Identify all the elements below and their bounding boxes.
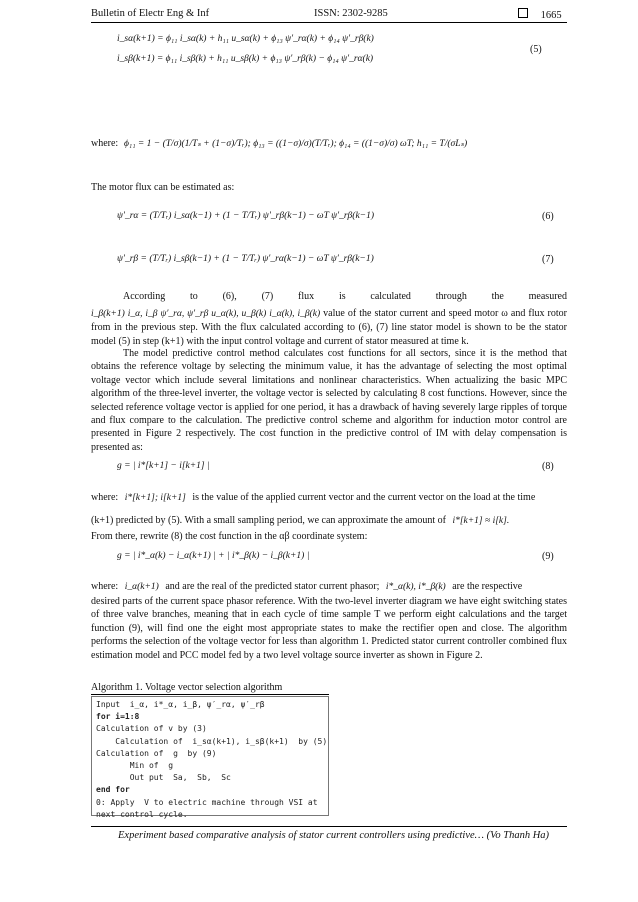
where-label: where: — [91, 138, 119, 149]
algorithm-title-rule — [91, 694, 329, 695]
algorithm-line: Input i_α, i*_α, i_β, ψ′_rα, ψ′_rβ — [96, 700, 265, 709]
footer-text: Experiment based comparative analysis of stator current controllers using predictive… (Vo Thanh Ha) — [118, 830, 550, 841]
algorithm-line: Calculation of g by (9) — [96, 748, 217, 758]
equation-9: g = | i*_α(k) − i_α(k+1) | + | i*_β(k) − i_β(k+1) | — [117, 551, 310, 561]
equation-6-number: (6) — [542, 211, 554, 222]
equation-7: ψ′_rβ = (T/Tᵣ) i_sβ(k−1) + (1 − T/Tᵣ) ψ′_rα(k−1) − ωT ψ′_rβ(k−1) — [117, 254, 374, 264]
para2: The model predictive control method calculates cost functions for all sectors, since it is the method that obtains the reference voltage by selecting the minimum value, it has the advantage of selecting the most optimal voltage vector which include several limitations and nonlinear characteristics. When actualizing the basic MPC algorithm of the three-level inverter, the voltage vector is selected by calculating 8 cost functions. However, since the selected reference voltage vector is applied for one period, it has a drawback of having severely large ripples of torque and flux compare to the calculation. The predictive control scheme and algorithm for induction motor control are presented in Figure 2 respectively. The cost function in the predictive control of IM with delay compensation is presented as: — [91, 348, 567, 453]
where2-approx: i*[k+1] ≈ i[k]. — [452, 516, 510, 526]
flux-intro: The motor flux can be estimated as: — [91, 182, 235, 193]
square-icon — [518, 8, 528, 18]
page-number: 1665 — [540, 10, 562, 21]
where2-line3: From there, rewrite (8) the cost function in the αβ coordinate system: — [91, 531, 368, 542]
where-parameters: ϕ₁₁ = 1 − (T/σ)(1/Tₛ + (1−σ)/Tᵣ); ϕ₁₃ = ((1−σ)/σ)(T/Tᵣ); ϕ₁₄ = ((1−σ)/σ) ωT; h₁₁ = T/(σLₛ) — [124, 139, 468, 149]
equation-6: ψ′_rα = (T/Tᵣ) i_sα(k−1) + (1 − T/Tᵣ) ψ′_rβ(k−1) − ωT ψ′_rβ(k−1) — [117, 211, 374, 221]
algorithm-line: next control cycle. — [96, 809, 188, 819]
where2-line1: where: i*[k+1]; i[k+1] is the value of the applied current vector and the current vector on the load at the time — [91, 492, 536, 503]
para3: desired parts of the current space phasor reference. With the two-level inverter diagram we have eight switching states of three valve branches, meaning that in each cycle of time sample T we perform eight calculations and the target function (9), will find one the eight most appropriate states to make the rectifier open and close. The algorithm performs the selection of the voltage vector for less than algorithm 1. Predicted stator current controller combined flux estimation model and PCC model fed by a two level voltage source inverter as shown in Figure 2. — [91, 596, 567, 661]
where2-vars: i*[k+1]; i[k+1] — [124, 493, 186, 503]
footer-rule — [91, 826, 567, 827]
para1-first-line: According to (6), (7) flux is calculated through the measured — [123, 291, 567, 302]
equation-8: g = | i*[k+1] − i[k+1] | — [117, 461, 210, 471]
algorithm-line: Calculation of i_sα(k+1), i_sβ(k+1) by (5) — [96, 736, 328, 746]
where2-line2: (k+1) predicted by (5). With a small sampling period, we can approximate the amount of i*[k+1] ≈ i[k]. — [91, 515, 510, 526]
equation-8-number: (8) — [542, 461, 554, 472]
algorithm-line: Calculation of v by (3) — [96, 724, 207, 734]
para1-body — [91, 307, 567, 348]
algorithm-line: Out put Sa, Sb, Sc — [96, 773, 231, 783]
header-rule — [91, 22, 567, 23]
equation-5-line1: i_sα(k+1) = ϕ₁₁ i_sα(k) + h₁₁ u_sα(k) + ϕ₁₃ ψ′_rα(k) + ϕ₁₄ ψ′_rβ(k) — [117, 34, 374, 44]
algorithm-line: for i=1:8 — [96, 712, 140, 722]
algorithm-box — [91, 696, 329, 819]
issn: ISSN: 2302-9285 — [314, 8, 388, 19]
equation-7-number: (7) — [542, 254, 554, 265]
algorithm-line: end for — [96, 785, 130, 795]
algorithm-line: Min of g — [96, 761, 174, 771]
page-number-wrap — [518, 8, 562, 21]
para1-variables: i_β(k+1) i_α, i_β ψ′_rα, ψ′_rβ u_α(k), u_β(k) i_α(k), i_β(k) — [91, 309, 321, 319]
journal-name: Bulletin of Electr Eng & Inf — [91, 8, 210, 19]
where3-line: where: i_α(k+1) and are the real of the predicted stator current phasor; i*_α(k), i*_β(k) are the respective — [91, 581, 523, 592]
equation-9-number: (9) — [542, 551, 554, 562]
equation-5-line2: i_sβ(k+1) = ϕ₁₁ i_sβ(k) + h₁₁ u_sβ(k) + ϕ₁₃ ψ′_rβ(k) − ϕ₁₄ ψ′_rα(k) — [117, 54, 374, 64]
para1-rest: value of the stator current and speed motor ω and flux rotor from in the previous step. With the flux calculated according to (6), (7) line stator model is shown to be the stator model (5) in step (k+1) with the input control voltage and current of stator measured at time k. — [91, 308, 567, 347]
algorithm-line: 0: Apply V to electric machine through VSI at — [96, 797, 318, 807]
algorithm-title: Algorithm 1. Voltage vector selection algorithm — [91, 682, 283, 693]
equation-5-number: (5) — [530, 44, 542, 55]
